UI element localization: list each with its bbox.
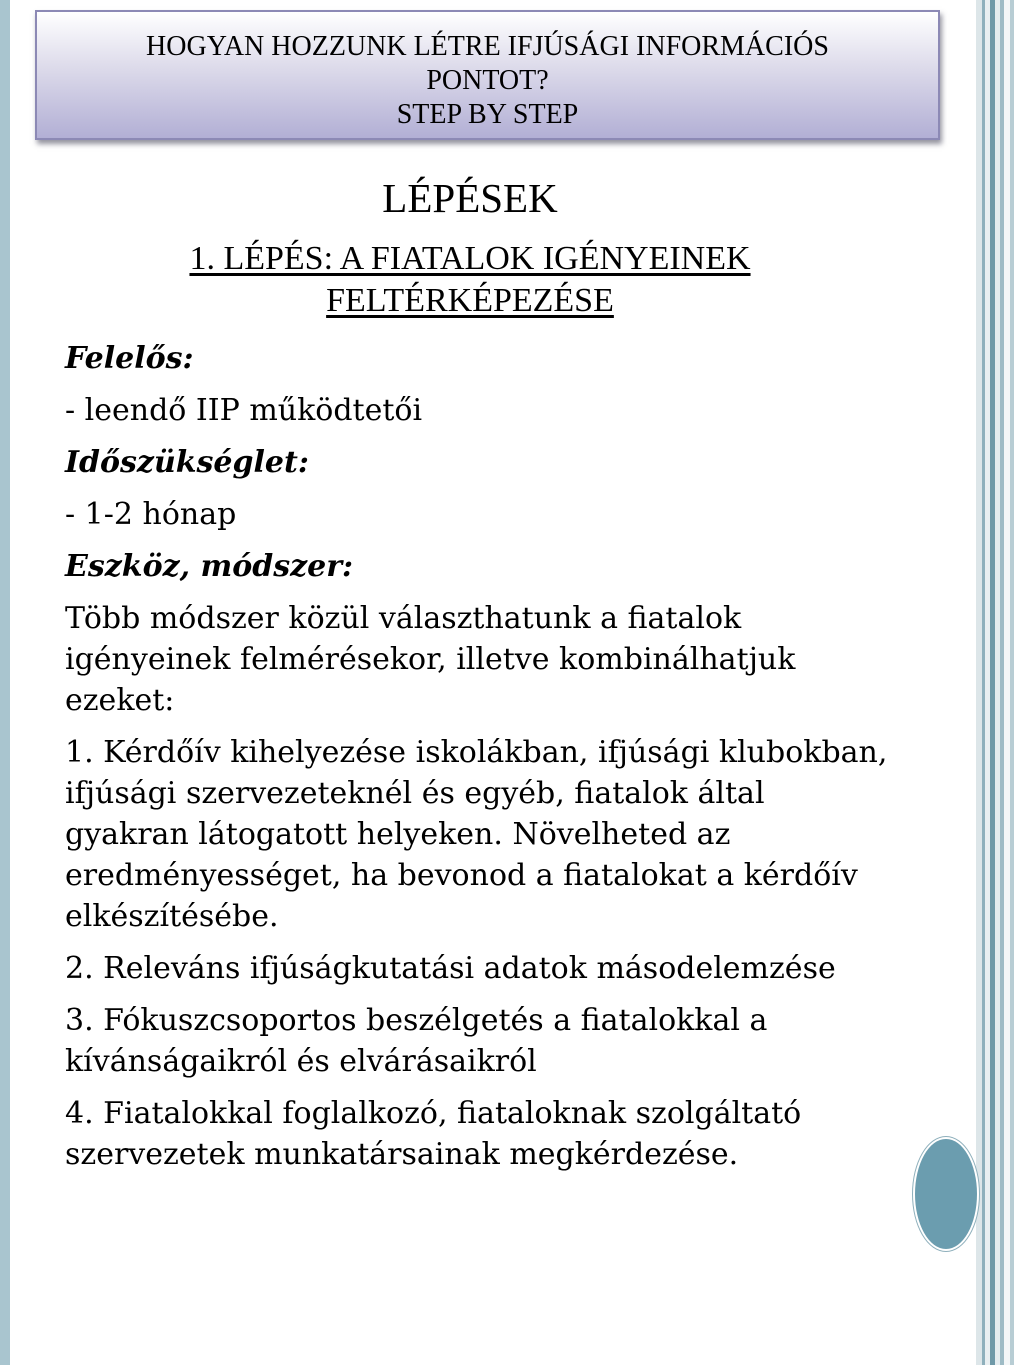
header-banner bbox=[35, 10, 940, 140]
oval-ornament bbox=[913, 1137, 979, 1251]
method-item-2: 2. Releváns ifjúságkutatási adatok másodelemzése bbox=[65, 951, 836, 986]
step-heading bbox=[10, 238, 930, 322]
header-subtitle: STEP BY STEP bbox=[396, 99, 579, 130]
method-item-4: 4. Fiatalokkal foglalkozó, fiataloknak szolgáltató szervezetek munkatársainak megkérdezése. bbox=[65, 1096, 802, 1172]
time-requirement-value: - 1-2 hónap bbox=[65, 497, 237, 532]
left-decorative-rule bbox=[0, 0, 10, 1365]
step-heading-line-2: FELTÉRKÉPEZÉSE bbox=[326, 282, 614, 319]
method-item-1: 1. Kérdőív kihelyezése iskolákban, ifjúsági klubokban, ifjúsági szervezeteknél és egyéb, fiatalok által gyakran látogatott helyeken. Növelheted az eredményességet, ha bevonod a fiatalokat a kérdőív elkészítésébe. bbox=[65, 735, 888, 934]
tools-methods-label: Eszköz, módszer: bbox=[65, 549, 354, 584]
slide-body bbox=[65, 338, 890, 1186]
method-item-3: 3. Fókuszcsoportos beszélgetés a fiatalokkal a kívánságaikról és elvárásaikról bbox=[65, 1003, 768, 1079]
responsible-value: - leendő IIP működtetői bbox=[65, 393, 423, 428]
responsible-label: Felelős: bbox=[65, 341, 194, 376]
section-title: LÉPÉSEK bbox=[382, 175, 558, 221]
header-title-line-2: PONTOT? bbox=[426, 65, 549, 96]
right-decorative-stripes bbox=[976, 0, 1024, 1365]
step-heading-line-1: 1. LÉPÉS: A FIATALOK IGÉNYEINEK bbox=[189, 240, 751, 277]
methods-intro-paragraph: Több módszer közül választhatunk a fiatalok igényeinek felmérésekor, illetve kombinálhatjuk ezeket: bbox=[65, 601, 796, 718]
header-title-line-1: HOGYAN HOZZUNK LÉTRE IFJÚSÁGI INFORMÁCIÓS bbox=[146, 31, 829, 62]
time-requirement-label: Időszükséglet: bbox=[65, 445, 309, 480]
